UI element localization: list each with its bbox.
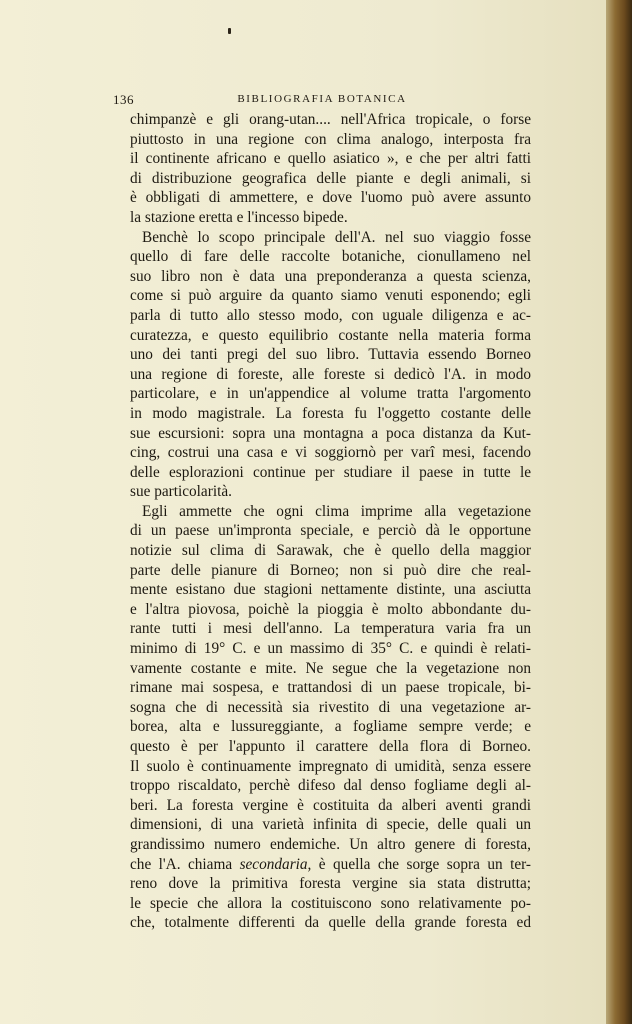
body-text <box>130 110 531 933</box>
text-line: uno dei tanti pregi del suo libro. Tuttavia essendo Borneo <box>130 346 531 364</box>
text-line: è obbligati di ammettere, e dove l'uomo può avere assunto <box>130 189 531 207</box>
text-line: piuttosto in una regione con clima analogo, interposta fra <box>130 130 531 148</box>
text-line: grandissimo numero endemiche. Un altro genere di foresta, <box>130 835 531 853</box>
text-line: le specie che allora la costituiscono sono relativamente po- <box>130 894 531 912</box>
page-number: 136 <box>113 92 134 107</box>
text-line: come si può arguire da quanto siamo venuti esponendo; egli <box>130 287 531 305</box>
italic-term: secondaria, <box>239 855 312 873</box>
text-line: notizie sul clima di Sarawak, che è quello della maggior <box>130 542 531 560</box>
book-spine-edge <box>606 0 632 1024</box>
text-line: che, totalmente differenti da quelle della grande foresta ed <box>130 914 531 932</box>
text-line: curatezza, e questo equilibrio costante nella materia forma <box>130 326 531 344</box>
text-segment: è quella che sorge sopra un ter- <box>311 855 531 873</box>
text-line: reno dove la primitiva foresta vergine sia stata distrutta; <box>130 875 531 893</box>
running-header <box>113 92 531 106</box>
text-line: quello di fare delle raccolte botaniche, cionullameno nel <box>130 248 531 266</box>
text-line: in modo magistrale. La foresta fu l'oggetto costante delle <box>130 404 531 422</box>
text-line: rimane mai sospesa, e trattandosi di un paese tropicale, bi- <box>130 679 531 697</box>
text-line: vamente costante e mite. Ne segue che la vegetazione non <box>130 659 531 677</box>
text-line <box>130 855 531 875</box>
running-title: BIBLIOGRAFIA BOTANICA <box>237 93 407 105</box>
text-line: sue escursioni: sopra una montagna a poca distanza da Kut- <box>130 424 531 442</box>
text-line: rante tutti i mesi dell'anno. La temperatura varia fra un <box>130 620 531 638</box>
text-line: chimpanzè e gli orang-utan.... nell'Africa tropicale, o forse <box>130 111 531 128</box>
text-line: beri. La foresta vergine è costituita da alberi aventi grandi <box>130 796 531 814</box>
text-line: dimensioni, di una varietà infinita di specie, delle quali un <box>130 816 531 834</box>
text-line: borea, alta e lussureggiante, a fogliame sempre verde; e <box>130 718 531 736</box>
text-line: parte delle pianure di Borneo; non si può dire che real- <box>130 561 531 579</box>
text-line: sue particolarità. <box>130 483 232 501</box>
text-line: particolare, e in un'appendice al volume tratta l'argomento <box>130 385 531 403</box>
text-line: Il suolo è continuamente impregnato di umidità, senza essere <box>130 757 531 775</box>
text-line: mente esistano due stagioni nettamente distinte, una asciutta <box>130 581 531 599</box>
text-segment: che l'A. chiama <box>130 855 240 873</box>
text-line: troppo riscaldato, perchè difeso dal denso fogliame degli al- <box>130 777 531 795</box>
text-line: delle esplorazioni continue per studiare il paese in tutte le <box>130 463 531 481</box>
text-line: e l'altra piovosa, poichè la pioggia è molto abbondante du- <box>130 600 531 618</box>
text-line: una regione di foreste, alle foreste si dedicò l'A. in modo <box>130 365 531 383</box>
text-line: Benchè lo scopo principale dell'A. nel suo viaggio fosse <box>142 228 531 246</box>
text-line: suo libro non è data una preponderanza a questa scienza, <box>130 267 531 285</box>
text-line: di distribuzione geografica delle piante e degli animali, si <box>130 169 531 187</box>
text-line: la stazione eretta e l'incesso bipede. <box>130 208 348 226</box>
ink-speck <box>228 28 231 34</box>
text-line: minimo di 19° C. e un massimo di 35° C. e quindi è relati- <box>130 640 531 658</box>
text-line: il continente africano e quello asiatico », e che per altri fatti <box>130 150 531 168</box>
text-line: sogna che di necessità sia rivestito di una vegetazione ar- <box>130 698 531 716</box>
text-line: cing, costrui una casa e vi soggiornò per varî mesi, facendo <box>130 444 531 462</box>
text-line: di un paese un'impronta speciale, e perciò dà le opportune <box>130 522 531 540</box>
text-line: Egli ammette che ogni clima imprime alla vegetazione <box>142 502 531 520</box>
text-line: questo è per l'appunto il carattere della flora di Borneo. <box>130 738 531 755</box>
text-line: parla di tutto allo stesso modo, con uguale diligenza e ac- <box>130 306 531 324</box>
